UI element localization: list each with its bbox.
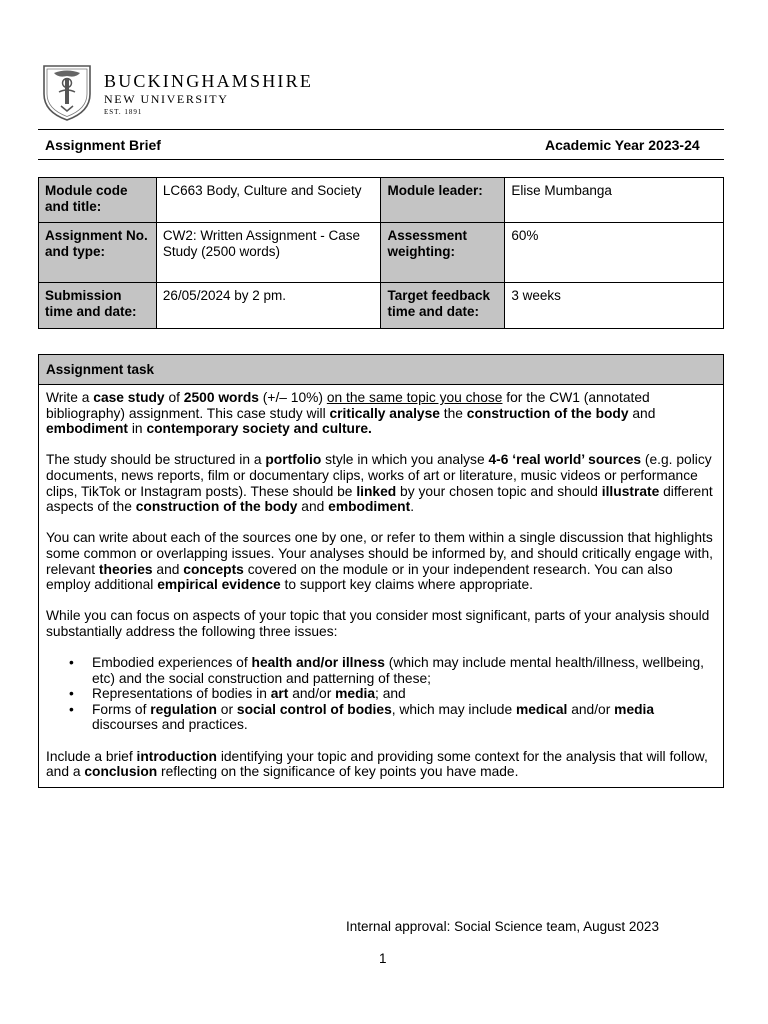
crest-icon [42,64,92,122]
submission-value: 26/05/2024 by 2 pm. [156,283,381,329]
task-paragraph-3: You can write about each of the sources one by one, or refer to them within a single discussion that highlights some common or overlapping issues. Your analyses should be informed by, and should critically engage with, relevant theories and concepts covered on the module or in your independent research. You can also employ additional empirical evidence to support key claims where appropriate. [46,530,713,593]
university-logo [42,64,314,122]
header-bottom-rule [38,159,724,160]
document-title: Assignment Brief [45,137,161,153]
academic-year: Academic Year 2023-24 [545,137,700,153]
assignment-label: Assignment No. and type: [39,223,157,283]
list-item: • Representations of bodies in art and/or media; and [46,686,716,702]
module-leader-label: Module leader: [381,178,505,223]
module-leader-value: Elise Mumbanga [505,178,724,223]
university-name: BUCKINGHAMSHIRE [104,71,314,91]
assignment-task-body [39,385,723,780]
assignment-task-heading: Assignment task [39,355,723,385]
feedback-value: 3 weeks [505,283,724,329]
table-row [39,178,724,223]
page-number: 1 [379,951,387,966]
task-paragraph-1: Write a case study of 2500 words (+/– 10%) on the same topic you chose for the CW1 (annotated bibliography) assignment. This case study will critically analyse the construction of the body and embodiment in contemporary society and culture. [46,390,656,437]
module-info-table [38,177,724,329]
assignment-value: CW2: Written Assignment - Case Study (2500 words) [156,223,381,283]
list-item: • Embodied experiences of health and/or illness (which may include mental health/illness, wellbeing, etc) and the social construction and patterning of these; [46,655,716,686]
task-issue-list [46,655,716,733]
university-subtitle: NEW UNIVERSITY [104,92,229,106]
internal-approval-note: Internal approval: Social Science team, August 2023 [346,919,659,934]
task-paragraph-5: Include a brief introduction identifying your topic and providing some context for the analysis that will follow, and a conclusion reflecting on the significance of key points you have made. [46,748,708,780]
submission-label: Submission time and date: [39,283,157,329]
list-item: • Forms of regulation or social control of bodies, which may include medical and/or media discourses and practices. [46,702,716,733]
assignment-task-box [38,354,724,788]
table-row [39,283,724,329]
weighting-value: 60% [505,223,724,283]
module-code-label: Module code and title: [39,178,157,223]
task-paragraph-4: While you can focus on aspects of your topic that you consider most significant, parts of your analysis should substantially address the following three issues: [46,608,710,639]
task-paragraph-2: The study should be structured in a portfolio style in which you analyse 4-6 ‘real world’ sources (e.g. policy documents, news reports, film or documentary clips, works of art or literature, music videos or performance clips, TikTok or Instagram posts). These should be linked by your chosen topic and should illustrate different aspects of the construction of the body and embodiment. [46,452,713,515]
weighting-label: Assessment weighting: [381,223,505,283]
university-established: EST. 1891 [104,108,143,116]
feedback-label: Target feedback time and date: [381,283,505,329]
header-top-rule [38,129,724,130]
table-row [39,223,724,283]
module-code-value: LC663 Body, Culture and Society [156,178,381,223]
